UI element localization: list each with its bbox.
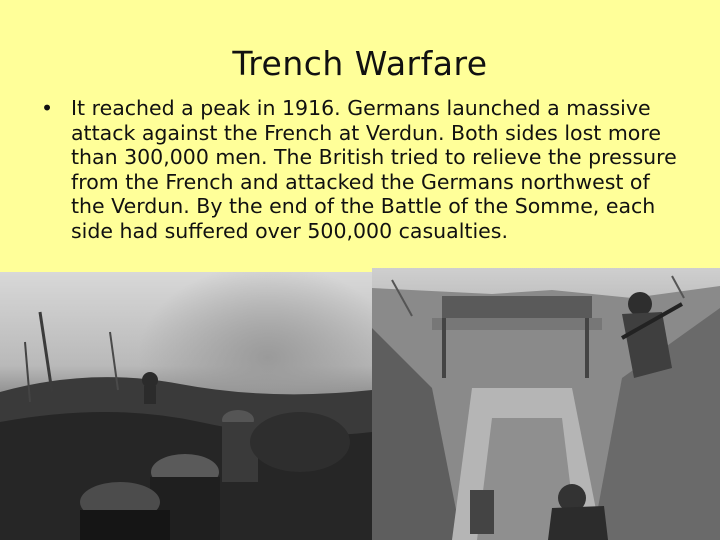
slide-title: Trench Warfare xyxy=(232,44,488,83)
bullet-marker: • xyxy=(41,96,54,120)
bullet-text: It reached a peak in 1916. Germans launched a massive attack against the French at Verdun. Both sides lost more than 300,000 men. The British tried to relieve the pressure from the French and attacked the Germans northwest of the Verdun. By the end of the Battle of the Somme, each side had suffered over 500,000 casualties. xyxy=(71,96,677,243)
trench-photo xyxy=(372,268,720,540)
soldiers-advancing-photo xyxy=(0,272,372,540)
bullet-item xyxy=(36,96,686,243)
trench-image xyxy=(372,268,720,540)
slide-body xyxy=(36,96,686,243)
soldiers-advancing-image xyxy=(0,272,372,540)
